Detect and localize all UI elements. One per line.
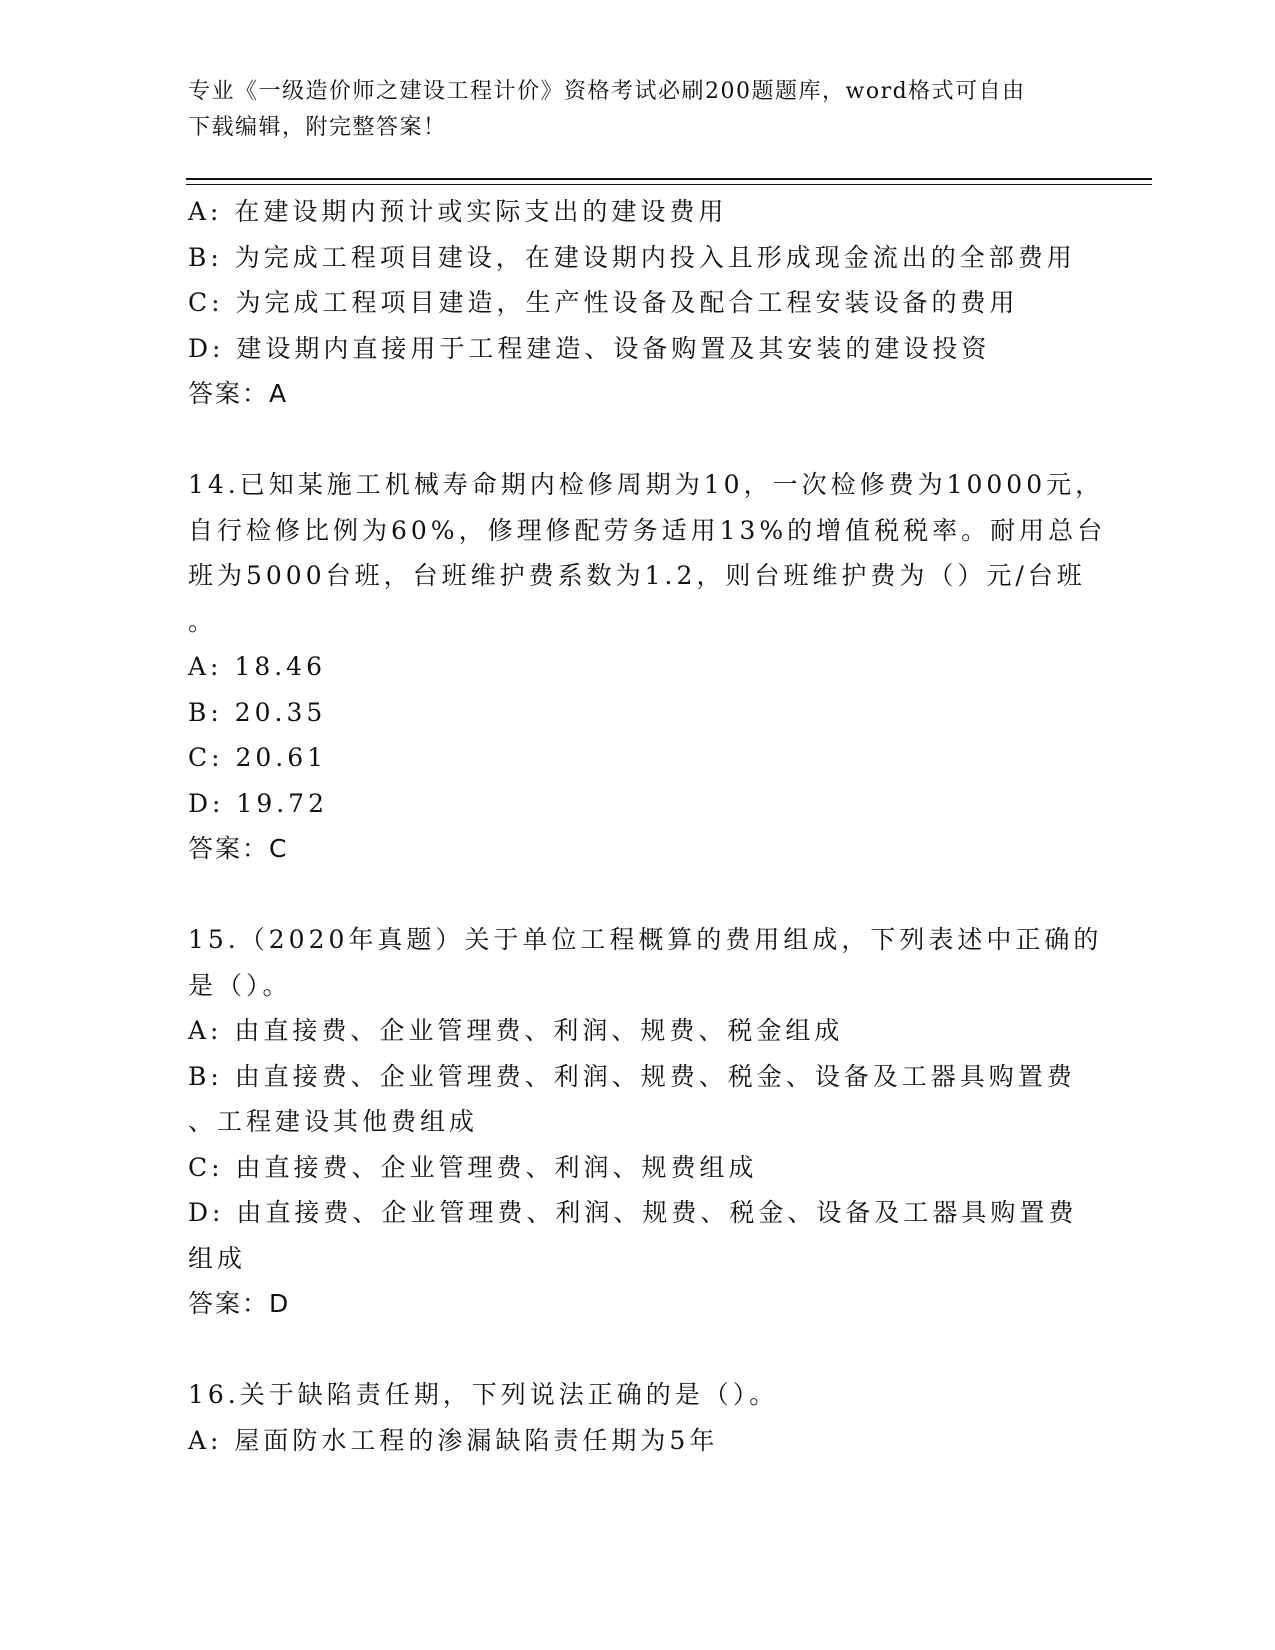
document-header <box>188 74 1088 146</box>
question-16 <box>188 1372 1088 1463</box>
option-d: D: 建设期内直接用于工程建造、设备购置及其安装的建设投资 <box>188 333 991 363</box>
option-b: B: 为完成工程项目建设，在建设期内投入且形成现金流出的全部费用 <box>188 242 1076 272</box>
question-stem-line: 。 <box>188 606 218 636</box>
question-stem-line: 是（）。 <box>188 970 292 1000</box>
spacer <box>188 872 1088 918</box>
option-d-continued: 组成 <box>188 1243 247 1273</box>
question-stem-line: 班为5000台班，台班维护费系数为1.2，则台班维护费为（）元/台班 <box>188 561 1086 590</box>
option-b-continued: 、工程建设其他费组成 <box>188 1107 479 1136</box>
header-line-2: 下载编辑，附完整答案！ <box>188 115 447 140</box>
spacer <box>188 1327 1088 1373</box>
option-d: D: 19.72 <box>188 788 328 818</box>
answer-line: 答案：C <box>188 834 289 863</box>
option-a: A: 在建设期内预计或实际支出的建设费用 <box>188 197 728 226</box>
question-15 <box>188 917 1103 1327</box>
question-stem-line: 自行检修比例为60%，修理修配劳务适用13%的增值税税率。耐用总台 <box>188 515 1107 545</box>
option-b: B: 由直接费、企业管理费、利润、规费、税金、设备及工器具购置费 <box>188 1061 1076 1091</box>
option-b: B: 20.35 <box>188 697 327 727</box>
question-13 <box>188 189 1088 417</box>
option-c: C: 20.61 <box>188 743 328 772</box>
header-divider-thin <box>186 184 1152 185</box>
question-content <box>188 189 1107 1463</box>
spacer <box>188 417 1088 463</box>
option-a: A: 18.46 <box>188 652 326 681</box>
option-d: D: 由直接费、企业管理费、利润、规费、税金、设备及工器具购置费 <box>188 1198 1078 1227</box>
question-stem-line: 15.（2020年真题）关于单位工程概算的费用组成，下列表述中正确的 <box>188 925 1103 954</box>
option-c: C: 由直接费、企业管理费、利润、规费组成 <box>188 1152 758 1182</box>
question-stem-line: 14.已知某施工机械寿命期内检修周期为10，一次检修费为10000元， <box>188 470 1105 499</box>
option-a: A: 由直接费、企业管理费、利润、规费、税金组成 <box>188 1016 844 1045</box>
option-a: A: 屋面防水工程的渗漏缺陷责任期为5年 <box>188 1425 719 1455</box>
answer-line: 答案：A <box>188 379 289 408</box>
header-divider-thick <box>186 178 1152 180</box>
answer-line: 答案：D <box>188 1289 291 1318</box>
option-c: C: 为完成工程项目建造，生产性设备及配合工程安装设备的费用 <box>188 288 1019 317</box>
question-14 <box>188 462 1107 872</box>
header-line-1: 专业《一级造价师之建设工程计价》资格考试必刷200题题库，word格式可自由 <box>188 79 1026 104</box>
question-stem-line: 16.关于缺陷责任期，下列说法正确的是（）。 <box>188 1380 779 1409</box>
